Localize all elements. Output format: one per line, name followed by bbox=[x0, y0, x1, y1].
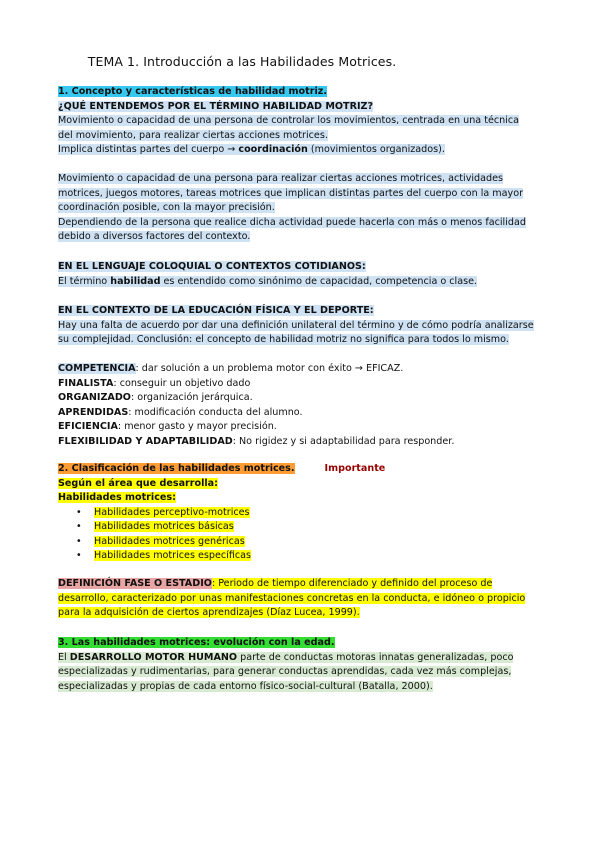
term-definition: : menor gasto y mayor precisión. bbox=[117, 421, 277, 432]
paragraph-line: especializadas y rudimentarias, para generar conductas aprendidas, cada vez más complejas, bbox=[58, 666, 512, 677]
paragraph-line: coordinación posible, con la mayor precisión. bbox=[58, 202, 275, 213]
list-item: • Habilidades motrices específicas bbox=[58, 549, 548, 564]
term-name: ORGANIZADO bbox=[58, 392, 131, 403]
question-heading: ¿QUÉ ENTENDEMOS POR EL TÉRMINO HABILIDAD MOTRIZ? bbox=[58, 100, 374, 112]
paragraph-line: El término bbox=[58, 275, 111, 287]
section-3 bbox=[58, 636, 548, 694]
important-note: Importante bbox=[324, 463, 386, 474]
section-1 bbox=[58, 85, 548, 158]
list-item: • Habilidades perceptivo-motrices bbox=[58, 506, 548, 521]
list-item: • Habilidades motrices genéricas bbox=[58, 535, 548, 550]
area-subheading: Según el área que desarrolla: bbox=[58, 477, 218, 489]
desarrollo-term: DESARROLLO MOTOR HUMANO bbox=[69, 651, 238, 663]
paragraph-line: (movimientos organizados). bbox=[307, 144, 445, 155]
definition-line: desarrollo, caracterizado por unas manifestaciones concretas en la conducta, e idóneo o propicio bbox=[58, 592, 526, 604]
term-name: EFICIENCIA bbox=[58, 421, 118, 432]
term-definition: : conseguir un objetivo dado bbox=[113, 377, 251, 389]
definition-term: DEFINICIÓN FASE O ESTADIO bbox=[58, 578, 212, 589]
paragraph-line: Hay una falta de acuerdo por dar una definición unilateral del término y de cómo podría analizarse bbox=[58, 319, 534, 331]
coordinacion-term: coordinación bbox=[238, 144, 308, 155]
paragraph-line: es entendido como sinónimo de capacidad, competencia o clase. bbox=[160, 275, 478, 287]
habilidades-subheading: Habilidades motrices: bbox=[58, 492, 176, 503]
classification-list bbox=[58, 506, 548, 564]
paragraph-line: parte de conductas motoras innatas generalizadas, poco bbox=[237, 651, 514, 663]
paragraph-line: su complejidad. Conclusión: el concepto de habilidad motriz no significa para todos lo mismo. bbox=[58, 334, 509, 345]
term-name: FINALISTA bbox=[58, 377, 114, 389]
coloquial-block bbox=[58, 260, 548, 289]
paragraph-line: del movimiento, para realizar ciertas acciones motrices. bbox=[58, 129, 328, 141]
term-definition: : modificación conducta del alumno. bbox=[128, 406, 303, 418]
paragraph-line: especializadas y propias de cada entorno físico-social-cultural (Batalla, 2000). bbox=[58, 680, 433, 692]
section-2 bbox=[58, 462, 548, 564]
paragraph-line: Dependiendo de la persona que realice dicha actividad puede hacerla con más o menos facilidad bbox=[58, 216, 526, 228]
definition-block bbox=[58, 577, 548, 621]
habilidad-term: habilidad bbox=[110, 275, 161, 287]
ef-heading: EN EL CONTEXTO DE LA EDUCACIÓN FÍSICA Y EL DEPORTE: bbox=[58, 305, 374, 316]
coloquial-heading: EN EL LENGUAJE COLOQUIAL O CONTEXTOS COTIDIANOS: bbox=[58, 261, 366, 272]
paragraph-line: debido a diversos factores del contexto. bbox=[58, 231, 251, 242]
term-name: APRENDIDAS bbox=[58, 406, 129, 418]
definition-line: : Periodo de tiempo diferenciado y definido del proceso de bbox=[211, 578, 493, 589]
paragraph-line: Movimiento o capacidad de una persona de controlar los movimientos, centrada en una técnica bbox=[58, 115, 520, 126]
paragraph-2 bbox=[58, 172, 548, 245]
term-definition: : No rigidez y si adaptabilidad para responder. bbox=[232, 435, 455, 447]
section-2-heading: 2. Clasificación de las habilidades motrices. bbox=[58, 463, 295, 474]
paragraph-line: El bbox=[58, 651, 70, 663]
paragraph-line: motrices, juegos motores, tareas motrices que implican distintas partes del cuerpo con la mayor bbox=[58, 187, 524, 199]
terms-list bbox=[58, 362, 548, 449]
ef-block bbox=[58, 304, 548, 348]
list-item: • Habilidades motrices básicas bbox=[58, 520, 548, 535]
section-3-heading: 3. Las habilidades motrices: evolución con la edad. bbox=[58, 637, 335, 648]
term-name: FLEXIBILIDAD Y ADAPTABILIDAD bbox=[58, 435, 233, 447]
document-title: TEMA 1. Introducción a las Habilidades Motrices. bbox=[87, 54, 397, 69]
definition-line: para la adquisición de ciertos aprendizajes (Díaz Lucea, 1999). bbox=[58, 607, 360, 618]
paragraph-line: Implica distintas partes del cuerpo → bbox=[58, 144, 239, 155]
term-definition: : organización jerárquica. bbox=[130, 392, 253, 403]
term-definition: : dar solución a un problema motor con éxito → EFICAZ. bbox=[135, 363, 404, 374]
paragraph-line: Movimiento o capacidad de una persona para realizar ciertas acciones motrices, actividades bbox=[58, 173, 504, 184]
term-name: COMPETENCIA bbox=[58, 363, 136, 374]
section-1-heading: 1. Concepto y características de habilidad motriz. bbox=[58, 86, 327, 97]
